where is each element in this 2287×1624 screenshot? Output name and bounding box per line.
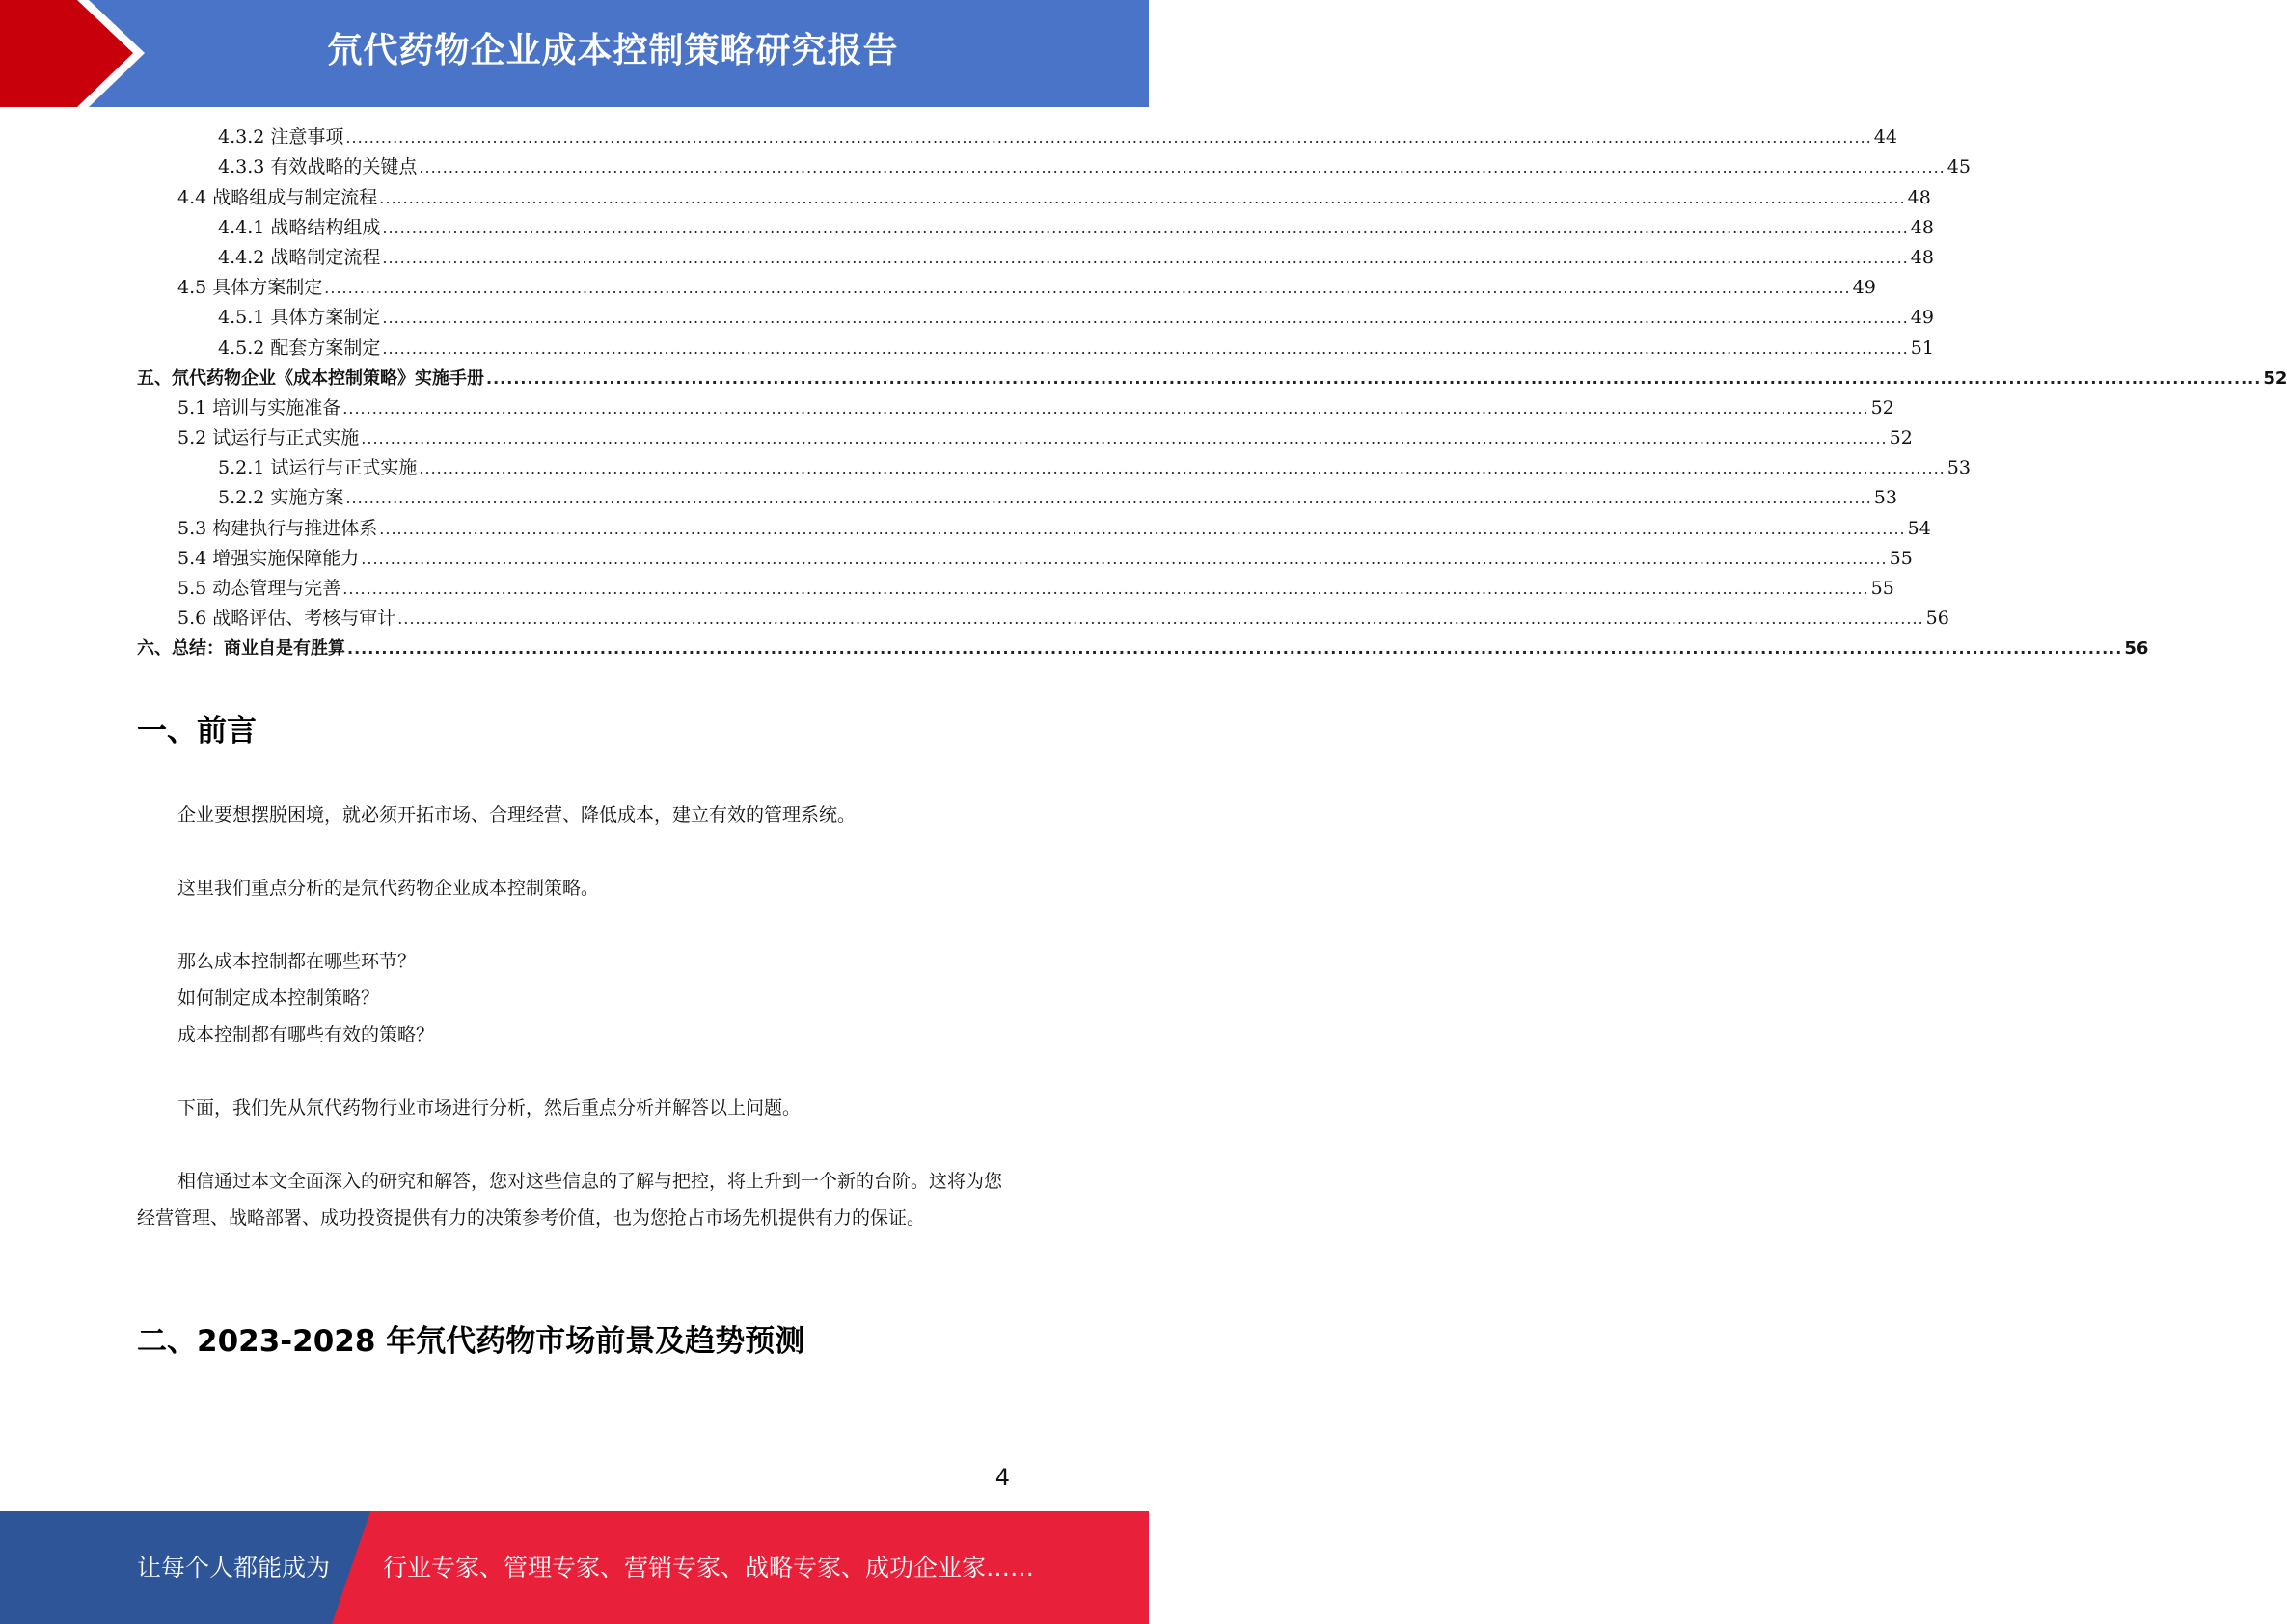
toc-entry-page: 44: [1873, 126, 1897, 149]
toc-entry-label: 4.4 战略组成与制定流程: [177, 186, 378, 208]
question: 如何制定成本控制策略？: [177, 988, 380, 1009]
toc-entry-label: 五、氘代药物企业《成本控制策略》实施手册: [137, 367, 484, 389]
toc-entry-page: 45: [1947, 156, 1971, 178]
toc-entry[interactable]: [137, 423, 1913, 453]
toc-entry[interactable]: [137, 273, 1876, 303]
toc-entry-page: 53: [1873, 487, 1897, 509]
toc-entry-label: 4.4.1 战略结构组成: [218, 216, 381, 238]
toc-entry[interactable]: [137, 213, 1934, 243]
toc-entry[interactable]: [137, 333, 1934, 363]
toc-entry-page: 52: [2263, 367, 2287, 389]
toc-entry-label: 5.2.1 试运行与正式实施: [218, 457, 418, 479]
toc-entry-page: 54: [1907, 517, 1931, 539]
paragraph: 企业要想摆脱困境，就必须开拓市场、合理经营、降低成本，建立有效的管理系统。: [177, 804, 857, 826]
toc-entry-page: 52: [1870, 396, 1894, 419]
toc-entry-page: 52: [1889, 427, 1913, 449]
toc-leader-dots: ....................................................................................................................................................................................................................................................................: [347, 639, 2123, 659]
toc-entry-page: 55: [1870, 578, 1894, 599]
toc-leader-dots: ....................................................................................................................................................................................................................................................................: [382, 248, 1909, 267]
toc-leader-dots: ....................................................................................................................................................................................................................................................................: [419, 459, 1946, 478]
toc-leader-dots: ....................................................................................................................................................................................................................................................................: [382, 338, 1909, 358]
section-heading-market-forecast: 二、2023-2028 年氘代药物市场前景及趋势预测: [137, 1324, 805, 1359]
toc-entry[interactable]: [137, 604, 1949, 634]
toc-entry[interactable]: [137, 453, 1971, 483]
toc-entry-label: 4.5.2 配套方案制定: [218, 337, 381, 359]
toc-entry-page: 49: [1852, 277, 1876, 299]
toc-entry-page: 51: [1910, 337, 1934, 359]
toc-entry[interactable]: [137, 152, 1971, 182]
toc-leader-dots: ....................................................................................................................................................................................................................................................................: [379, 519, 1906, 538]
table-of-contents: [137, 122, 2287, 663]
toc-entry[interactable]: [137, 393, 1894, 423]
page-footer: [0, 1511, 1149, 1624]
footer-slogan-right: 行业专家、管理专家、营销专家、战略专家、成功企业家……: [383, 1554, 1035, 1582]
toc-entry-page: 48: [1910, 216, 1934, 238]
toc-leader-dots: ....................................................................................................................................................................................................................................................................: [345, 489, 1872, 508]
toc-entry-label: 5.2.2 实施方案: [218, 487, 344, 509]
toc-entry-label: 5.1 培训与实施准备: [177, 396, 341, 419]
toc-entry[interactable]: [137, 483, 1897, 513]
paragraph: 这里我们重点分析的是氘代药物企业成本控制策略。: [177, 878, 600, 899]
toc-entry[interactable]: [137, 364, 2287, 393]
toc-leader-dots: ....................................................................................................................................................................................................................................................................: [342, 580, 1869, 598]
toc-entry[interactable]: [137, 513, 1931, 543]
toc-entry[interactable]: [137, 303, 1934, 333]
toc-entry-page: 55: [1889, 547, 1913, 569]
toc-leader-dots: ....................................................................................................................................................................................................................................................................: [382, 309, 1909, 328]
toc-entry[interactable]: [137, 574, 1894, 604]
toc-entry-label: 5.3 构建执行与推进体系: [177, 517, 378, 539]
toc-entry-page: 56: [1925, 608, 1949, 630]
toc-entry-label: 4.4.2 战略制定流程: [218, 246, 381, 268]
toc-entry-label: 4.5 具体方案制定: [177, 277, 323, 299]
paragraph: 相信通过本文全面深入的研究和解答，您对这些信息的了解与把控，将上升到一个新的台阶。这将为您经营管理、战略部署、成功投资提供有力的决策参考价值，也为您抢占市场先机提供有力的保证。: [137, 1171, 1003, 1229]
toc-entry-label: 六、总结：商业自是有胜算: [137, 638, 345, 660]
toc-leader-dots: ....................................................................................................................................................................................................................................................................: [382, 218, 1909, 237]
page-header: [0, 0, 1149, 107]
toc-entry-page: 48: [1910, 246, 1934, 268]
toc-entry[interactable]: [137, 634, 2149, 663]
toc-leader-dots: ....................................................................................................................................................................................................................................................................: [345, 128, 1872, 148]
toc-leader-dots: ....................................................................................................................................................................................................................................................................: [486, 368, 2262, 388]
toc-leader-dots: ....................................................................................................................................................................................................................................................................: [324, 279, 1851, 298]
report-title: 氘代药物企业成本控制策略研究报告: [327, 31, 899, 70]
toc-entry-label: 5.4 增强实施保障能力: [177, 547, 360, 569]
toc-leader-dots: ....................................................................................................................................................................................................................................................................: [342, 398, 1869, 418]
toc-entry[interactable]: [137, 243, 1934, 273]
toc-entry-label: 5.5 动态管理与完善: [177, 578, 341, 599]
toc-leader-dots: ....................................................................................................................................................................................................................................................................: [361, 429, 1888, 448]
paragraph: 下面，我们先从氘代药物行业市场进行分析，然后重点分析并解答以上问题。: [177, 1097, 802, 1119]
toc-entry-page: 49: [1910, 307, 1934, 329]
toc-entry-label: 4.3.2 注意事项: [218, 126, 344, 149]
toc-entry-label: 4.3.3 有效战略的关键点: [218, 156, 418, 178]
toc-entry-page: 53: [1947, 457, 1971, 479]
toc-leader-dots: ....................................................................................................................................................................................................................................................................: [397, 609, 1924, 629]
toc-entry[interactable]: [137, 182, 1931, 212]
toc-entry-label: 4.5.1 具体方案制定: [218, 307, 381, 329]
toc-leader-dots: ....................................................................................................................................................................................................................................................................: [361, 549, 1888, 568]
toc-entry-label: 5.6 战略评估、考核与审计: [177, 608, 396, 630]
page-number: 4: [994, 1464, 1010, 1491]
section-heading-preface: 一、前言: [137, 714, 257, 748]
toc-leader-dots: ....................................................................................................................................................................................................................................................................: [379, 188, 1906, 207]
toc-entry-label: 5.2 试运行与正式实施: [177, 427, 360, 449]
footer-slogan-left: 让每个人都能成为: [137, 1554, 331, 1582]
question: 那么成本控制都在哪些环节？: [177, 951, 417, 972]
toc-entry-page: 48: [1907, 186, 1931, 208]
toc-entry-page: 56: [2124, 638, 2149, 660]
toc-entry[interactable]: [137, 122, 1897, 152]
toc-leader-dots: ....................................................................................................................................................................................................................................................................: [419, 158, 1946, 177]
toc-entry[interactable]: [137, 544, 1913, 574]
question: 成本控制都有哪些有效的策略？: [177, 1024, 435, 1045]
